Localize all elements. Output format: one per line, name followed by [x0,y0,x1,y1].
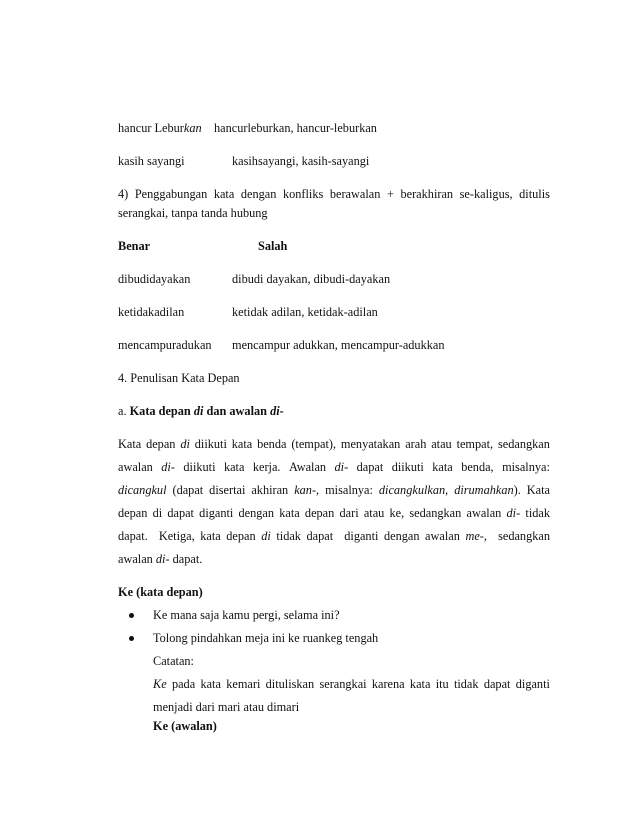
catatan-line-1: Ke pada kata kemari dituliskan serangkai karena kata itu tidak dapat diganti [153,677,550,691]
table-row-3-salah: mencampur adukkan, mencampur-adukkan [232,338,445,352]
column-header-salah: Salah [258,239,288,253]
paragraph-line-6: awalan di- dapat. [118,552,203,566]
paragraph-line-4: depan di dapat diganti dengan kata depan dari atau ke, sedangkan awalan di- tidak [118,506,550,520]
table-row-2-benar: ketidakadilan [118,305,185,319]
table-row-1-salah: dibudi dayakan, dibudi-dayakan [232,272,391,286]
paragraph-line-1: Kata depan di diikuti kata benda (tempat), menyatakan arah atau tempat, sedangkan [118,437,550,451]
column-header-benar: Benar [118,239,151,253]
subsection-a-heading: a. Kata depan di dan awalan di- [118,404,284,418]
ke-awalan-heading: Ke (awalan) [153,719,217,733]
example-row-1-correct: hancur Leburkan [118,121,202,135]
ke-kata-depan-heading: Ke (kata depan) [118,585,203,599]
rule-4-line-2: serangkai, tanpa tanda hubung [118,206,268,220]
bullet-item-2: Tolong pindahkan meja ini ke ruankeg tengah [153,631,379,645]
catatan-line-2: menjadi dari mari atau dimari [153,700,300,714]
rule-4-line-1: 4) Penggabungan kata dengan konfliks berawalan + berakhiran se-kaligus, ditulis [118,187,550,201]
example-row-2-correct: kasih sayangi [118,154,185,168]
table-row-2-salah: ketidak adilan, ketidak-adilan [232,305,378,319]
example-row-2-forms: kasihsayangi, kasih-sayangi [232,154,370,168]
bullet-dot-1 [129,613,134,618]
table-row-3-benar: mencampuradukan [118,338,212,352]
paragraph-line-3: dicangkul (dapat disertai akhiran kan-, misalnya: dicangkulkan, dirumahkan). Kata [118,483,550,497]
bullet-item-1: Ke mana saja kamu pergi, selama ini? [153,608,340,622]
section-4-title: 4. Penulisan Kata Depan [118,371,240,385]
table-row-1-benar: dibudidayakan [118,272,191,286]
catatan-label: Catatan: [153,654,194,668]
paragraph-line-5: dapat. Ketiga, kata depan di tidak dapat diganti dengan awalan me-, sedangkan [118,529,550,543]
paragraph-line-2: awalan di- diikuti kata kerja. Awalan di- dapat diikuti kata benda, misalnya: [118,460,550,474]
bullet-dot-2 [129,636,134,641]
example-row-1-forms: hancurleburkan, hancur-leburkan [214,121,377,135]
